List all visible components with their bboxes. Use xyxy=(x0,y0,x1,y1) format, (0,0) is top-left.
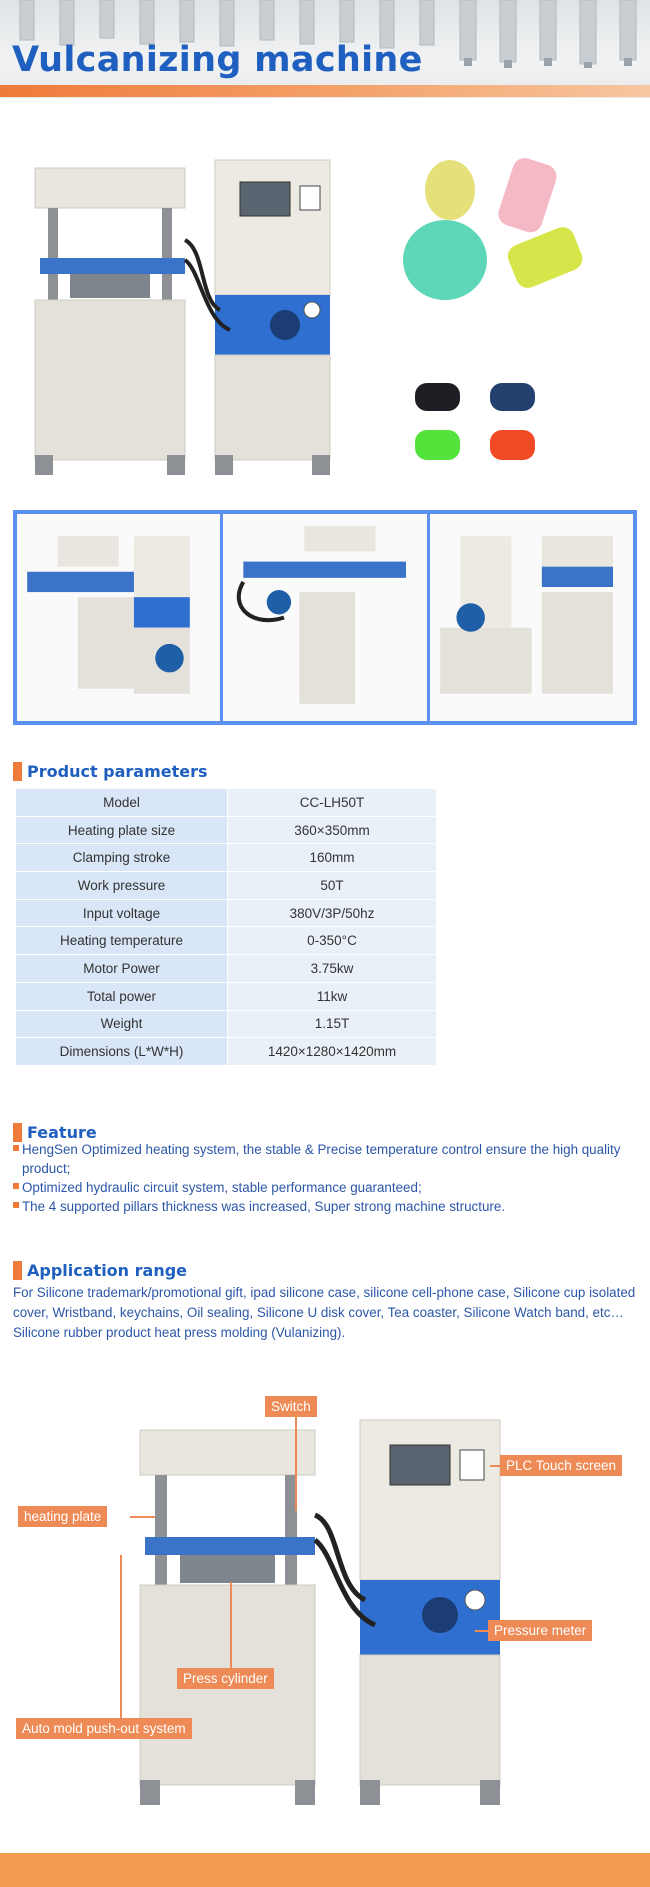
feature-text: The 4 supported pillars thickness was increased, Super strong machine structure. xyxy=(22,1199,506,1214)
table-row xyxy=(16,1010,437,1038)
leader-line xyxy=(490,1465,502,1467)
callout-heating-plate: heating plate xyxy=(18,1506,107,1527)
params-table xyxy=(15,788,437,1066)
gallery-image-1 xyxy=(17,514,223,721)
section-marker xyxy=(13,762,22,781)
feature-title: Feature xyxy=(27,1123,97,1142)
table-row xyxy=(16,927,437,955)
feature-list xyxy=(13,1140,638,1216)
silicone-products-photo xyxy=(400,150,610,310)
leader-line xyxy=(230,1582,232,1668)
gallery-image-2 xyxy=(223,514,429,721)
leader-line xyxy=(130,1516,155,1518)
bullet-icon xyxy=(13,1202,19,1208)
params-title: Product parameters xyxy=(27,762,208,781)
wristband-samples-photo xyxy=(410,375,570,470)
param-key: Motor Power xyxy=(16,955,228,983)
param-value: 50T xyxy=(228,872,437,900)
section-marker xyxy=(13,1261,22,1280)
callout-press-cylinder: Press cylinder xyxy=(177,1668,274,1689)
callout-pressure-meter: Pressure meter xyxy=(488,1620,592,1641)
param-value: 1.15T xyxy=(228,1010,437,1038)
param-value: 160mm xyxy=(228,844,437,872)
application-section-header xyxy=(13,1261,187,1280)
param-key: Weight xyxy=(16,1010,228,1038)
machine-gallery xyxy=(13,510,637,725)
param-value: 11kw xyxy=(228,982,437,1010)
param-key: Heating plate size xyxy=(16,816,228,844)
param-value: CC-LH50T xyxy=(228,789,437,817)
param-key: Input voltage xyxy=(16,899,228,927)
feature-text: HengSen Optimized heating system, the stable & Precise temperature control ensure the high quality product; xyxy=(22,1142,621,1176)
param-value: 1420×1280×1420mm xyxy=(228,1038,437,1066)
table-row xyxy=(16,955,437,983)
machine-photo-main xyxy=(30,150,340,480)
callout-switch: Switch xyxy=(265,1396,317,1417)
table-row xyxy=(16,982,437,1010)
param-key: Model xyxy=(16,789,228,817)
table-row xyxy=(16,1038,437,1066)
table-row xyxy=(16,844,437,872)
machine-photo-annotated xyxy=(135,1415,515,1815)
page-title: Vulcanizing machine xyxy=(12,40,423,80)
params-section-header xyxy=(13,762,208,781)
param-key: Dimensions (L*W*H) xyxy=(16,1038,228,1066)
bullet-icon xyxy=(13,1183,19,1189)
feature-text: Optimized hydraulic circuit system, stable performance guaranteed; xyxy=(22,1180,422,1195)
table-row xyxy=(16,899,437,927)
leader-line xyxy=(475,1630,490,1632)
callout-plc: PLC Touch screen xyxy=(500,1455,622,1476)
param-value: 380V/3P/50hz xyxy=(228,899,437,927)
param-key: Total power xyxy=(16,982,228,1010)
param-value: 3.75kw xyxy=(228,955,437,983)
table-row xyxy=(16,816,437,844)
header-accent-bar xyxy=(0,85,650,97)
leader-line xyxy=(120,1555,122,1718)
list-item xyxy=(13,1140,638,1178)
page-header xyxy=(0,0,650,98)
callout-auto-mold: Auto mold push-out system xyxy=(16,1718,192,1739)
gallery-image-3 xyxy=(430,514,633,721)
table-row xyxy=(16,872,437,900)
leader-line xyxy=(295,1416,297,1511)
table-row xyxy=(16,789,437,817)
param-value: 360×350mm xyxy=(228,816,437,844)
list-item xyxy=(13,1197,638,1216)
application-text: For Silicone trademark/promotional gift, ipad silicone case, silicone cell-phone case, Silicone cup isolated cover, Wristband, keychains, Oil sealing, Silicone U disk cover, Tea coaster, Silicone Watch band, etc…Silicone rubber product heat press molding (Vulanizing). xyxy=(13,1285,636,1340)
application-title: Application range xyxy=(27,1261,188,1280)
param-key: Clamping stroke xyxy=(16,844,228,872)
footer-bar xyxy=(0,1853,650,1887)
list-item xyxy=(13,1178,638,1197)
param-key: Heating temperature xyxy=(16,927,228,955)
param-key: Work pressure xyxy=(16,872,228,900)
param-value: 0-350°C xyxy=(228,927,437,955)
bullet-icon xyxy=(13,1145,19,1151)
